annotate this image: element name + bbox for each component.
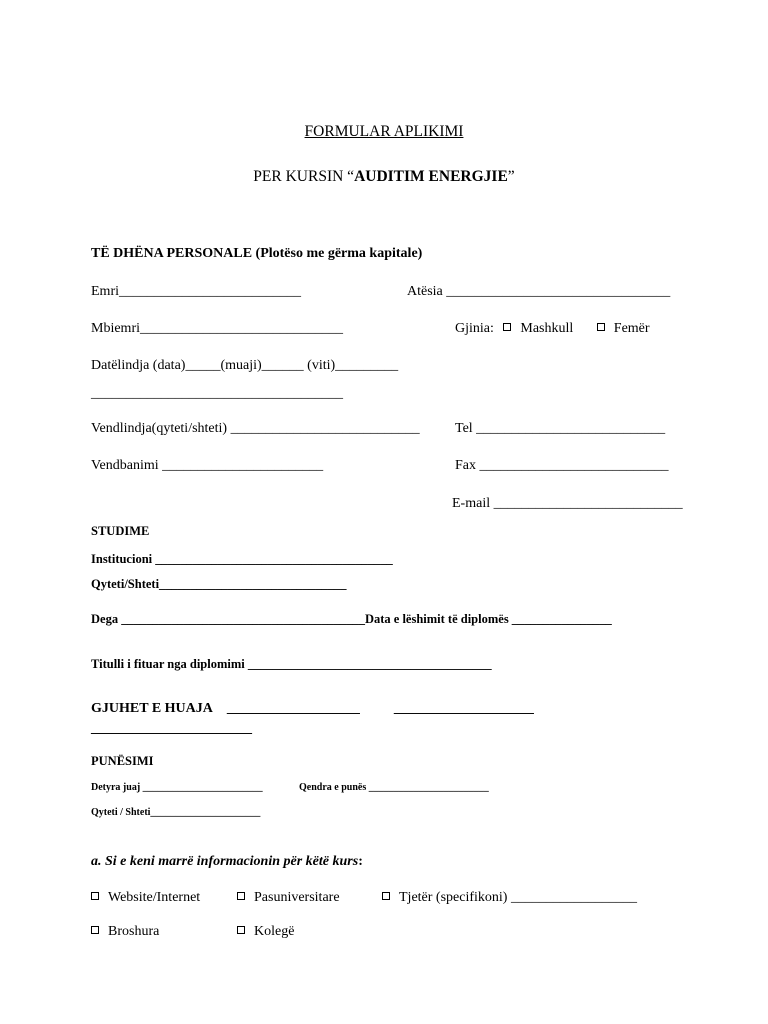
name-field[interactable]: Emri__________________________ [91, 284, 301, 299]
checkbox-colleague[interactable] [237, 926, 245, 934]
workplace-field[interactable]: Qendra e punës ________________________ [299, 782, 489, 793]
language-line-3[interactable]: _______________________ [91, 721, 252, 736]
institution-field[interactable]: Institucioni ______________________________________ [91, 552, 393, 566]
option-other-label: Tjetër (specifikoni) __________________ [399, 890, 637, 905]
subtitle-prefix: PER KURSIN “ [253, 168, 355, 185]
source-question [91, 854, 363, 870]
fax-field[interactable]: Fax ___________________________ [455, 458, 669, 473]
option-website[interactable] [91, 890, 200, 906]
father-name-field[interactable]: Atësia ________________________________ [407, 284, 671, 299]
gender-male-label: Mashkull [520, 321, 574, 336]
checkbox-male[interactable] [503, 323, 511, 331]
studies-heading: STUDIME [91, 524, 150, 538]
birthdate-field[interactable]: Datëlindja (data)_____(muaji)______ (viti)_________ [91, 358, 399, 373]
gender-label: Gjinia: [455, 321, 494, 336]
gender-female-label: Femër [613, 321, 650, 336]
diploma-date-field[interactable]: Data e lëshimit të diplomës ________________ [364, 612, 612, 626]
option-brochure[interactable] [91, 924, 159, 940]
residence-field[interactable]: Vendbanimi _______________________ [91, 458, 324, 473]
option-colleague-label: Kolegë [254, 924, 295, 939]
employment-city-country-field[interactable]: Qyteti / Shteti______________________ [91, 807, 261, 818]
option-brochure-label: Broshura [108, 924, 160, 939]
course-subtitle [0, 169, 768, 185]
employment-heading: PUNËSIMI [91, 754, 154, 768]
source-question-suffix: : [358, 854, 363, 869]
title-obtained-field[interactable]: Titulli i fituar nga diplomimi _______________________________________ [91, 657, 492, 671]
personal-data-heading: TË DHËNA PERSONALE (Plotëso me gërma kapitale) [91, 246, 423, 261]
checkbox-website[interactable] [91, 892, 99, 900]
checkbox-female[interactable] [597, 323, 605, 331]
department-label: Dega _______________________________________ [91, 612, 365, 626]
job-position-field[interactable]: Detyra juaj ________________________ [91, 782, 263, 793]
tel-field[interactable]: Tel ___________________________ [455, 421, 666, 436]
birthdate-extra-line[interactable]: ____________________________________ [91, 386, 343, 401]
option-other[interactable] [382, 890, 637, 906]
language-line-1[interactable]: ___________________ [226, 701, 360, 716]
form-title: FORMULAR APLIKIMI [304, 123, 464, 140]
birthplace-field[interactable]: Vendlindja(qyteti/shteti) ___________________________ [91, 421, 420, 436]
surname-field[interactable]: Mbiemri_____________________________ [91, 321, 343, 336]
checkbox-brochure[interactable] [91, 926, 99, 934]
languages-label: GJUHET E HUAJA [91, 701, 213, 716]
checkbox-pasuniversitare[interactable] [237, 892, 245, 900]
option-pasuniversitare-label: Pasuniversitare [254, 890, 340, 905]
department-field[interactable] [91, 611, 612, 627]
study-city-country-field[interactable]: Qyteti/Shteti______________________________ [91, 577, 347, 591]
course-name: AUDITIM ENERGJIE [354, 168, 508, 185]
language-line-2[interactable]: ____________________ [393, 701, 534, 716]
source-question-text: a. Si e keni marrë informacionin për këtë kurs [91, 854, 359, 869]
email-field[interactable]: E-mail ___________________________ [452, 496, 683, 511]
subtitle-suffix: ” [507, 168, 515, 185]
option-website-label: Website/Internet [108, 890, 201, 905]
checkbox-other[interactable] [382, 892, 390, 900]
languages-heading [91, 701, 534, 717]
gender-group [455, 321, 650, 337]
option-colleague[interactable] [237, 924, 294, 940]
option-pasuniversitare[interactable] [237, 890, 340, 906]
